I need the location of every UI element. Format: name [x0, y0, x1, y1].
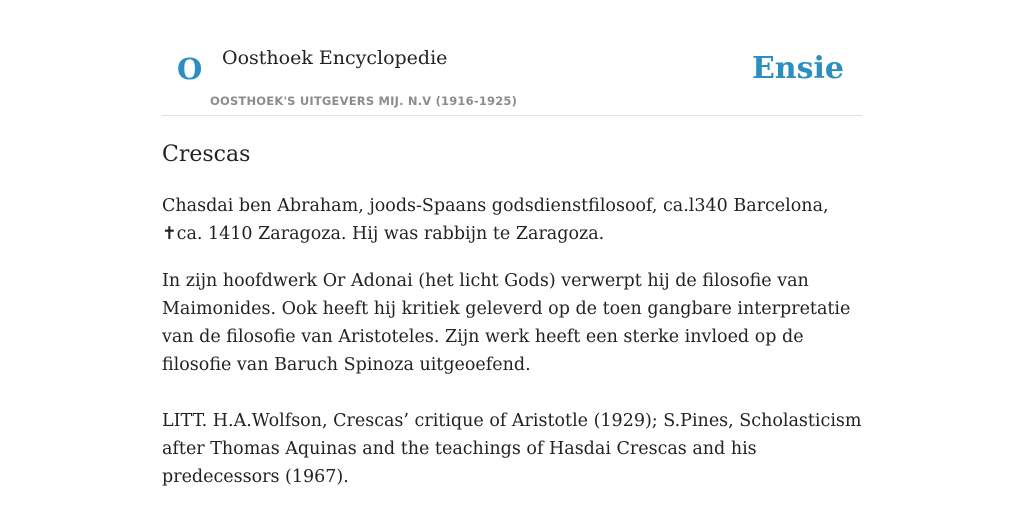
publisher-label: OOSTHOEK'S UITGEVERS MIJ. N.V (1916-1925) — [210, 94, 518, 108]
article-paragraph-2: In zijn hoofdwerk Or Adonai (het licht Gods) verwerpt hij de filosofie van Maimonides. Ook heeft hij kritiek geleverd op de toen gangbare interpretatie van de filosofie van Aristoteles. Zijn werk heeft een sterke invloed op de filosofie van Baruch Spinoza uitgeoefend. — [162, 271, 851, 375]
article-literature: LITT. H.A.Wolfson, Crescas’ critique of Aristotle (1929); S.Pines, Scholasticism after Thomas Aquinas and the teachings of Hasdai Crescas and his predecessors (1967). — [162, 411, 862, 487]
article-paragraph-1: Chasdai ben Abraham, joods-Spaans godsdienstfilosoof, ca.l340 Barcelona, ✝ca. 1410 Zaragoza. Hij was rabbijn te Zaragoza. — [162, 196, 829, 244]
ensie-brand-link[interactable]: Ensie — [751, 51, 844, 86]
logo-icon[interactable]: O — [177, 52, 203, 86]
page — [162, 0, 862, 487]
site-title[interactable]: Oosthoek Encyclopedie — [222, 47, 448, 69]
site-header — [162, 0, 862, 116]
article-title: Crescas — [162, 142, 251, 167]
